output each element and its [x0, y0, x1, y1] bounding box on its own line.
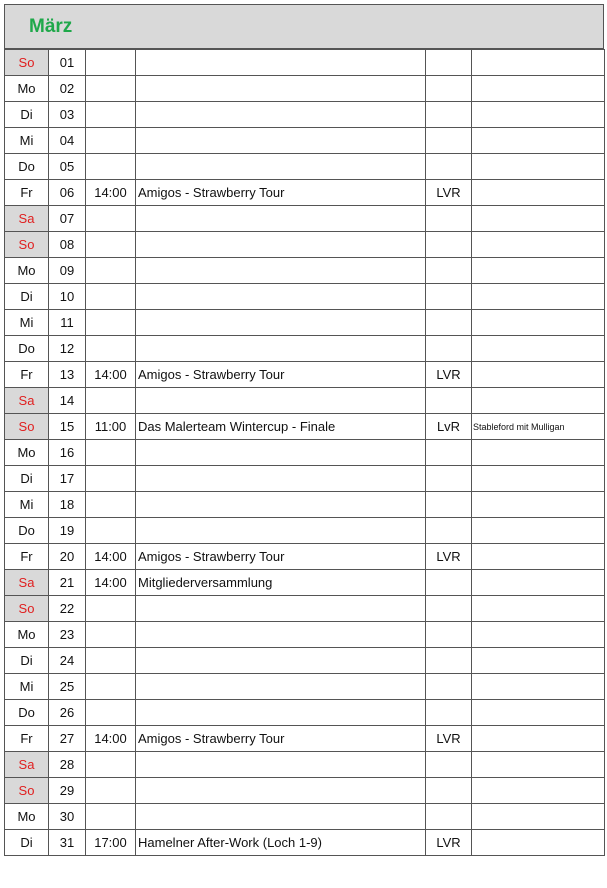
weekday-cell: Sa — [5, 570, 49, 596]
calendar-row — [5, 830, 605, 856]
calendar-row — [5, 752, 605, 778]
location-cell — [426, 232, 472, 258]
date-cell: 17 — [49, 466, 86, 492]
location-cell — [426, 570, 472, 596]
note-cell — [472, 206, 605, 232]
note-cell — [472, 362, 605, 388]
date-cell: 12 — [49, 336, 86, 362]
weekday-cell: Fr — [5, 726, 49, 752]
event-cell: Amigos - Strawberry Tour — [136, 362, 426, 388]
note-cell — [472, 154, 605, 180]
time-cell — [86, 102, 136, 128]
time-cell — [86, 674, 136, 700]
time-cell — [86, 232, 136, 258]
event-cell — [136, 804, 426, 830]
note-cell — [472, 180, 605, 206]
event-cell — [136, 752, 426, 778]
event-cell — [136, 466, 426, 492]
calendar-row — [5, 414, 605, 440]
calendar-row — [5, 726, 605, 752]
month-header — [4, 4, 604, 49]
note-cell — [472, 336, 605, 362]
calendar-row — [5, 700, 605, 726]
note-cell — [472, 570, 605, 596]
event-cell: Mitgliederversammlung — [136, 570, 426, 596]
calendar-row — [5, 362, 605, 388]
weekday-cell: Di — [5, 284, 49, 310]
location-cell — [426, 388, 472, 414]
time-cell: 14:00 — [86, 362, 136, 388]
calendar-row — [5, 310, 605, 336]
calendar-sheet — [4, 4, 604, 856]
event-cell — [136, 388, 426, 414]
date-cell: 19 — [49, 518, 86, 544]
location-cell — [426, 102, 472, 128]
location-cell — [426, 310, 472, 336]
weekday-cell: So — [5, 232, 49, 258]
time-cell: 14:00 — [86, 726, 136, 752]
calendar-row — [5, 284, 605, 310]
location-cell: LVR — [426, 830, 472, 856]
time-cell — [86, 336, 136, 362]
location-cell — [426, 596, 472, 622]
calendar-row — [5, 206, 605, 232]
note-cell — [472, 700, 605, 726]
date-cell: 24 — [49, 648, 86, 674]
time-cell — [86, 596, 136, 622]
weekday-cell: Fr — [5, 362, 49, 388]
note-cell — [472, 310, 605, 336]
note-cell — [472, 674, 605, 700]
weekday-cell: So — [5, 596, 49, 622]
location-cell: LvR — [426, 414, 472, 440]
date-cell: 28 — [49, 752, 86, 778]
event-cell — [136, 778, 426, 804]
weekday-cell: So — [5, 50, 49, 76]
location-cell — [426, 778, 472, 804]
location-cell: LVR — [426, 726, 472, 752]
time-cell — [86, 466, 136, 492]
calendar-row — [5, 102, 605, 128]
time-cell: 11:00 — [86, 414, 136, 440]
event-cell: Amigos - Strawberry Tour — [136, 544, 426, 570]
calendar-row — [5, 544, 605, 570]
date-cell: 20 — [49, 544, 86, 570]
note-cell — [472, 544, 605, 570]
note-cell — [472, 128, 605, 154]
note-cell — [472, 804, 605, 830]
date-cell: 03 — [49, 102, 86, 128]
event-cell — [136, 50, 426, 76]
location-cell — [426, 284, 472, 310]
weekday-cell: Do — [5, 518, 49, 544]
event-cell — [136, 492, 426, 518]
event-cell: Das Malerteam Wintercup - Finale — [136, 414, 426, 440]
location-cell — [426, 700, 472, 726]
date-cell: 26 — [49, 700, 86, 726]
time-cell — [86, 50, 136, 76]
note-cell — [472, 596, 605, 622]
note-cell — [472, 102, 605, 128]
note-cell — [472, 466, 605, 492]
weekday-cell: Mo — [5, 258, 49, 284]
location-cell — [426, 804, 472, 830]
time-cell — [86, 258, 136, 284]
weekday-cell: Mi — [5, 492, 49, 518]
event-cell — [136, 596, 426, 622]
event-cell — [136, 154, 426, 180]
location-cell — [426, 128, 472, 154]
event-cell — [136, 76, 426, 102]
date-cell: 23 — [49, 622, 86, 648]
event-cell — [136, 284, 426, 310]
weekday-cell: Di — [5, 648, 49, 674]
calendar-rows — [5, 50, 605, 856]
weekday-cell: Mo — [5, 804, 49, 830]
location-cell — [426, 50, 472, 76]
calendar-row — [5, 492, 605, 518]
time-cell — [86, 648, 136, 674]
calendar-row — [5, 648, 605, 674]
event-cell — [136, 518, 426, 544]
location-cell — [426, 518, 472, 544]
time-cell — [86, 128, 136, 154]
note-cell — [472, 388, 605, 414]
date-cell: 30 — [49, 804, 86, 830]
date-cell: 11 — [49, 310, 86, 336]
location-cell — [426, 76, 472, 102]
note-cell — [472, 518, 605, 544]
event-cell — [136, 310, 426, 336]
event-cell — [136, 622, 426, 648]
date-cell: 14 — [49, 388, 86, 414]
calendar-row — [5, 258, 605, 284]
date-cell: 04 — [49, 128, 86, 154]
note-cell — [472, 648, 605, 674]
date-cell: 18 — [49, 492, 86, 518]
month-title: März — [29, 15, 73, 37]
calendar-row — [5, 440, 605, 466]
note-cell: Stableford mit Mulligan — [472, 414, 605, 440]
date-cell: 08 — [49, 232, 86, 258]
time-cell: 14:00 — [86, 570, 136, 596]
event-cell — [136, 700, 426, 726]
date-cell: 21 — [49, 570, 86, 596]
time-cell: 17:00 — [86, 830, 136, 856]
weekday-cell: So — [5, 414, 49, 440]
event-cell — [136, 206, 426, 232]
weekday-cell: Sa — [5, 388, 49, 414]
calendar-row — [5, 518, 605, 544]
time-cell — [86, 804, 136, 830]
event-cell — [136, 258, 426, 284]
event-cell — [136, 440, 426, 466]
weekday-cell: Mi — [5, 310, 49, 336]
date-cell: 07 — [49, 206, 86, 232]
time-cell: 14:00 — [86, 180, 136, 206]
calendar-row — [5, 388, 605, 414]
time-cell — [86, 492, 136, 518]
calendar-row — [5, 466, 605, 492]
calendar-row — [5, 128, 605, 154]
time-cell — [86, 622, 136, 648]
event-cell — [136, 336, 426, 362]
date-cell: 27 — [49, 726, 86, 752]
weekday-cell: Mi — [5, 674, 49, 700]
time-cell — [86, 206, 136, 232]
time-cell — [86, 284, 136, 310]
time-cell — [86, 518, 136, 544]
weekday-cell: Do — [5, 700, 49, 726]
event-cell: Hamelner After-Work (Loch 1-9) — [136, 830, 426, 856]
time-cell — [86, 154, 136, 180]
date-cell: 05 — [49, 154, 86, 180]
date-cell: 13 — [49, 362, 86, 388]
weekday-cell: Do — [5, 336, 49, 362]
time-cell — [86, 440, 136, 466]
location-cell: LVR — [426, 544, 472, 570]
location-cell — [426, 336, 472, 362]
date-cell: 09 — [49, 258, 86, 284]
location-cell — [426, 258, 472, 284]
weekday-cell: Fr — [5, 180, 49, 206]
location-cell — [426, 206, 472, 232]
weekday-cell: Di — [5, 830, 49, 856]
calendar-row — [5, 336, 605, 362]
calendar-row — [5, 232, 605, 258]
note-cell — [472, 76, 605, 102]
event-cell — [136, 232, 426, 258]
date-cell: 31 — [49, 830, 86, 856]
note-cell — [472, 232, 605, 258]
location-cell — [426, 440, 472, 466]
calendar-table — [4, 49, 605, 856]
location-cell — [426, 648, 472, 674]
time-cell — [86, 700, 136, 726]
weekday-cell: Sa — [5, 206, 49, 232]
weekday-cell: Sa — [5, 752, 49, 778]
date-cell: 16 — [49, 440, 86, 466]
note-cell — [472, 726, 605, 752]
note-cell — [472, 50, 605, 76]
note-cell — [472, 622, 605, 648]
location-cell — [426, 154, 472, 180]
time-cell: 14:00 — [86, 544, 136, 570]
time-cell — [86, 76, 136, 102]
weekday-cell: So — [5, 778, 49, 804]
calendar-row — [5, 76, 605, 102]
date-cell: 10 — [49, 284, 86, 310]
date-cell: 15 — [49, 414, 86, 440]
note-cell — [472, 284, 605, 310]
date-cell: 25 — [49, 674, 86, 700]
date-cell: 01 — [49, 50, 86, 76]
weekday-cell: Fr — [5, 544, 49, 570]
weekday-cell: Di — [5, 102, 49, 128]
calendar-row — [5, 154, 605, 180]
weekday-cell: Mo — [5, 76, 49, 102]
time-cell — [86, 752, 136, 778]
calendar-row — [5, 180, 605, 206]
note-cell — [472, 258, 605, 284]
weekday-cell: Do — [5, 154, 49, 180]
note-cell — [472, 752, 605, 778]
calendar-row — [5, 570, 605, 596]
location-cell — [426, 492, 472, 518]
weekday-cell: Mo — [5, 440, 49, 466]
event-cell: Amigos - Strawberry Tour — [136, 180, 426, 206]
location-cell: LVR — [426, 362, 472, 388]
time-cell — [86, 310, 136, 336]
note-cell — [472, 778, 605, 804]
date-cell: 02 — [49, 76, 86, 102]
time-cell — [86, 388, 136, 414]
weekday-cell: Di — [5, 466, 49, 492]
event-cell — [136, 128, 426, 154]
calendar-row — [5, 804, 605, 830]
event-cell: Amigos - Strawberry Tour — [136, 726, 426, 752]
note-cell — [472, 830, 605, 856]
calendar-row — [5, 674, 605, 700]
note-cell — [472, 492, 605, 518]
event-cell — [136, 102, 426, 128]
date-cell: 22 — [49, 596, 86, 622]
location-cell — [426, 466, 472, 492]
event-cell — [136, 674, 426, 700]
time-cell — [86, 778, 136, 804]
location-cell — [426, 674, 472, 700]
calendar-row — [5, 778, 605, 804]
date-cell: 06 — [49, 180, 86, 206]
location-cell: LVR — [426, 180, 472, 206]
calendar-row — [5, 50, 605, 76]
location-cell — [426, 622, 472, 648]
event-cell — [136, 648, 426, 674]
location-cell — [426, 752, 472, 778]
weekday-cell: Mo — [5, 622, 49, 648]
note-cell — [472, 440, 605, 466]
weekday-cell: Mi — [5, 128, 49, 154]
calendar-row — [5, 596, 605, 622]
date-cell: 29 — [49, 778, 86, 804]
calendar-row — [5, 622, 605, 648]
